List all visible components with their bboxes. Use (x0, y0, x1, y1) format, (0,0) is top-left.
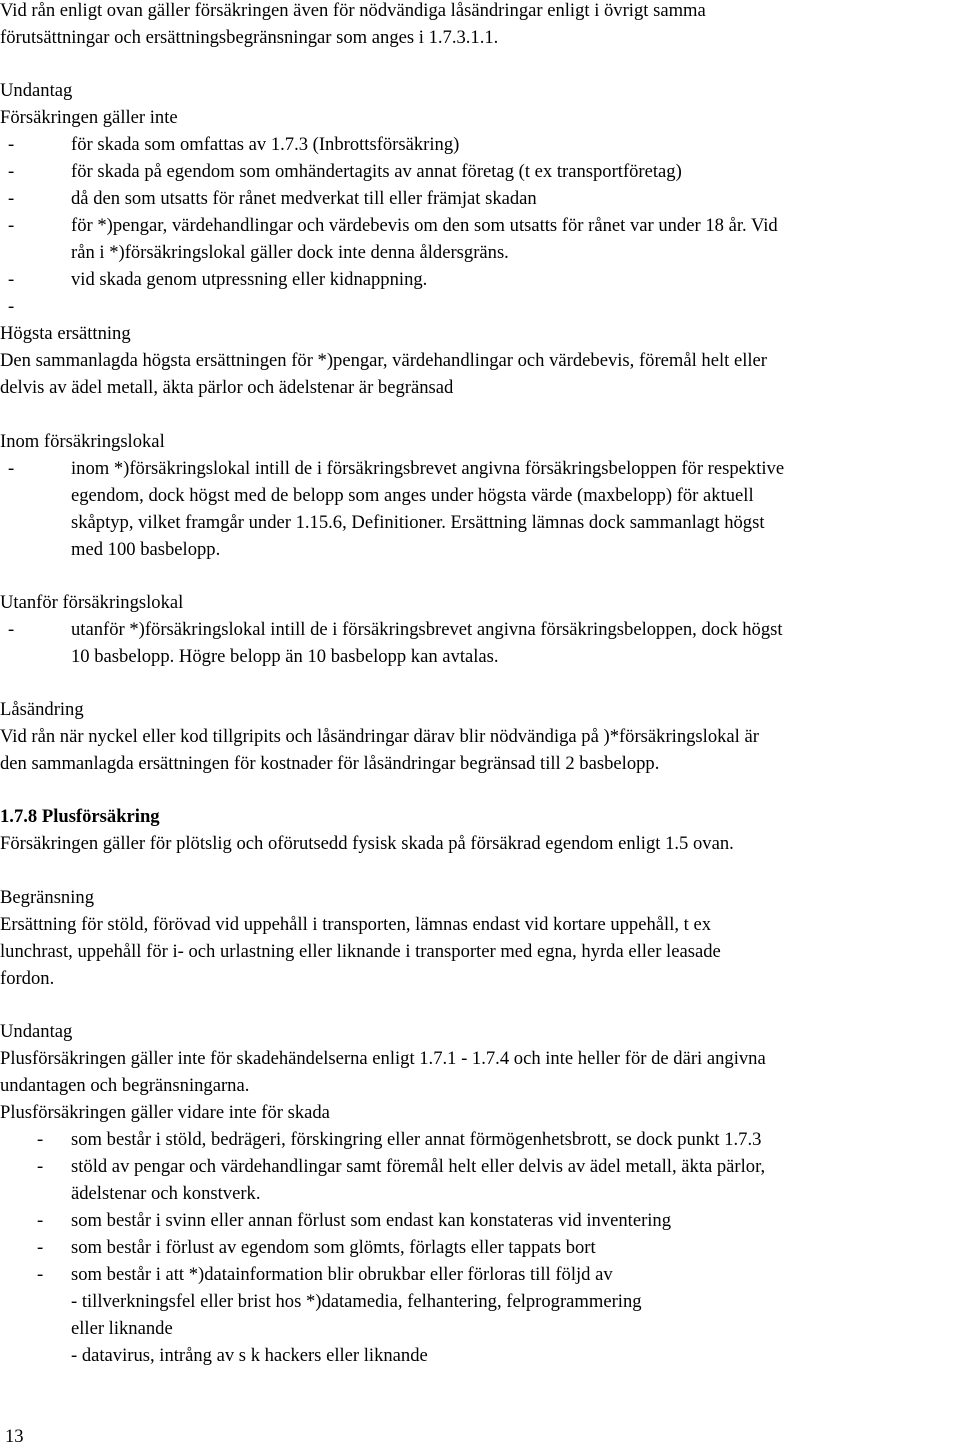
list-item-text: som består i förlust av egendom som glömts, förlagts eller tappats bort (71, 1237, 596, 1258)
bullet-dash: - (8, 161, 15, 182)
sub-list-item-text: eller liknande (71, 1318, 173, 1339)
bullet-dash: - (8, 296, 15, 317)
list-item-text: rån i *)försäkringslokal gäller dock inte denna åldersgräns. (71, 242, 509, 263)
text: Försäkringen gäller för plötslig och oförutsedd fysisk skada på försäkrad egendom enligt 1.5 ovan. (0, 833, 734, 854)
heading-text: Undantag (0, 1021, 73, 1042)
list-item-text: som består i svinn eller annan förlust som endast kan konstateras vid inventering (71, 1210, 672, 1231)
text: förutsättningar och ersättningsbegränsningar som anges i 1.7.3.1.1. (0, 27, 499, 48)
heading-text: Begränsning (0, 887, 94, 908)
text: Plusförsäkringen gäller inte för skadehändelserna enligt 1.7.1 - 1.7.4 och inte heller för de däri angivna (0, 1048, 766, 1069)
bullet-dash: - (8, 619, 15, 640)
list-item-text: egendom, dock högst med de belopp som anges under högsta värde (maxbelopp) för aktuell (71, 485, 754, 506)
list-item-text: stöld av pengar och värdehandlingar samt föremål helt eller delvis av ädel metall, äkta pärlor, (71, 1156, 766, 1177)
heading-text: Låsändring (0, 699, 84, 720)
bullet-dash: - (37, 1129, 44, 1150)
heading-text: Utanför försäkringslokal (0, 592, 184, 613)
list-item-text: skåptyp, vilket framgår under 1.15.6, Definitioner. Ersättning lämnas dock sammanlagt högst (71, 512, 765, 533)
heading-text: Högsta ersättning (0, 323, 131, 344)
list-item-text: för *)pengar, värdehandlingar och värdebevis om den som utsatts för rånet var under 18 år. Vid (71, 215, 778, 236)
list-item-text: för skada på egendom som omhändertagits av annat företag (t ex transportföretag) (71, 161, 682, 182)
text: Plusförsäkringen gäller vidare inte för skada (0, 1102, 330, 1123)
bullet-dash: - (8, 188, 15, 209)
list-item-text: vid skada genom utpressning eller kidnappning. (71, 269, 428, 290)
sub-list-item-text: - tillverkningsfel eller brist hos *)datamedia, felhantering, felprogrammering (71, 1291, 642, 1312)
bullet-dash: - (37, 1264, 44, 1285)
bullet-dash: - (37, 1156, 44, 1177)
heading-text: Inom försäkringslokal (0, 431, 165, 452)
text: den sammanlagda ersättningen för kostnader för låsändringar begränsad till 2 basbelopp. (0, 753, 660, 774)
list-item-text: ädelstenar och konstverk. (71, 1183, 261, 1204)
section-title-text: 1.7.8 Plusförsäkring (0, 806, 160, 827)
list-item-text: för skada som omfattas av 1.7.3 (Inbrottsförsäkring) (71, 134, 460, 155)
text: Den sammanlagda högsta ersättningen för *)pengar, värdehandlingar och värdebevis, föremål helt eller (0, 350, 767, 371)
bullet-dash: - (8, 269, 15, 290)
list-item-text: som består i att *)datainformation blir obrukbar eller förloras till följd av (71, 1264, 613, 1285)
text: Vid rån när nyckel eller kod tillgripits och låsändringar därav blir nödvändiga på )*försäkringslokal är (0, 726, 759, 747)
text: fordon. (0, 968, 55, 989)
bullet-dash: - (8, 215, 15, 236)
text: Ersättning för stöld, förövad vid uppehåll i transporten, lämnas endast vid kortare uppehåll, t ex (0, 914, 712, 935)
bullet-dash: - (8, 458, 15, 479)
bullet-dash: - (37, 1210, 44, 1231)
text: delvis av ädel metall, äkta pärlor och ädelstenar är begränsad (0, 377, 454, 398)
list-item-text: med 100 basbelopp. (71, 539, 221, 560)
list-item-text: då den som utsatts för rånet medverkat till eller främjat skadan (71, 188, 537, 209)
list-item-text: inom *)försäkringslokal intill de i försäkringsbrevet angivna försäkringsbeloppen för respektive (71, 458, 785, 479)
sub-list-item-text: - datavirus, intrång av s k hackers eller liknande (71, 1345, 428, 1366)
text: undantagen och begränsningarna. (0, 1075, 250, 1096)
text: Försäkringen gäller inte (0, 107, 178, 128)
text: lunchrast, uppehåll för i- och urlastning eller liknande i transporter med egna, hyrda eller leasade (0, 941, 721, 962)
list-item-text: 10 basbelopp. Högre belopp än 10 basbelopp kan avtalas. (71, 646, 499, 667)
bullet-dash: - (8, 134, 15, 155)
list-item-text: som består i stöld, bedrägeri, förskingring eller annat förmögenhetsbrott, se dock punkt 1.7.3 (71, 1129, 762, 1150)
bullet-dash: - (37, 1237, 44, 1258)
text: Vid rån enligt ovan gäller försäkringen även för nödvändiga låsändringar enligt i övrigt samma (0, 0, 706, 21)
page-number: 13 (5, 1426, 24, 1447)
heading-text: Undantag (0, 80, 73, 101)
list-item-text: utanför *)försäkringslokal intill de i försäkringsbrevet angivna försäkringsbeloppen, dock högst (71, 619, 783, 640)
